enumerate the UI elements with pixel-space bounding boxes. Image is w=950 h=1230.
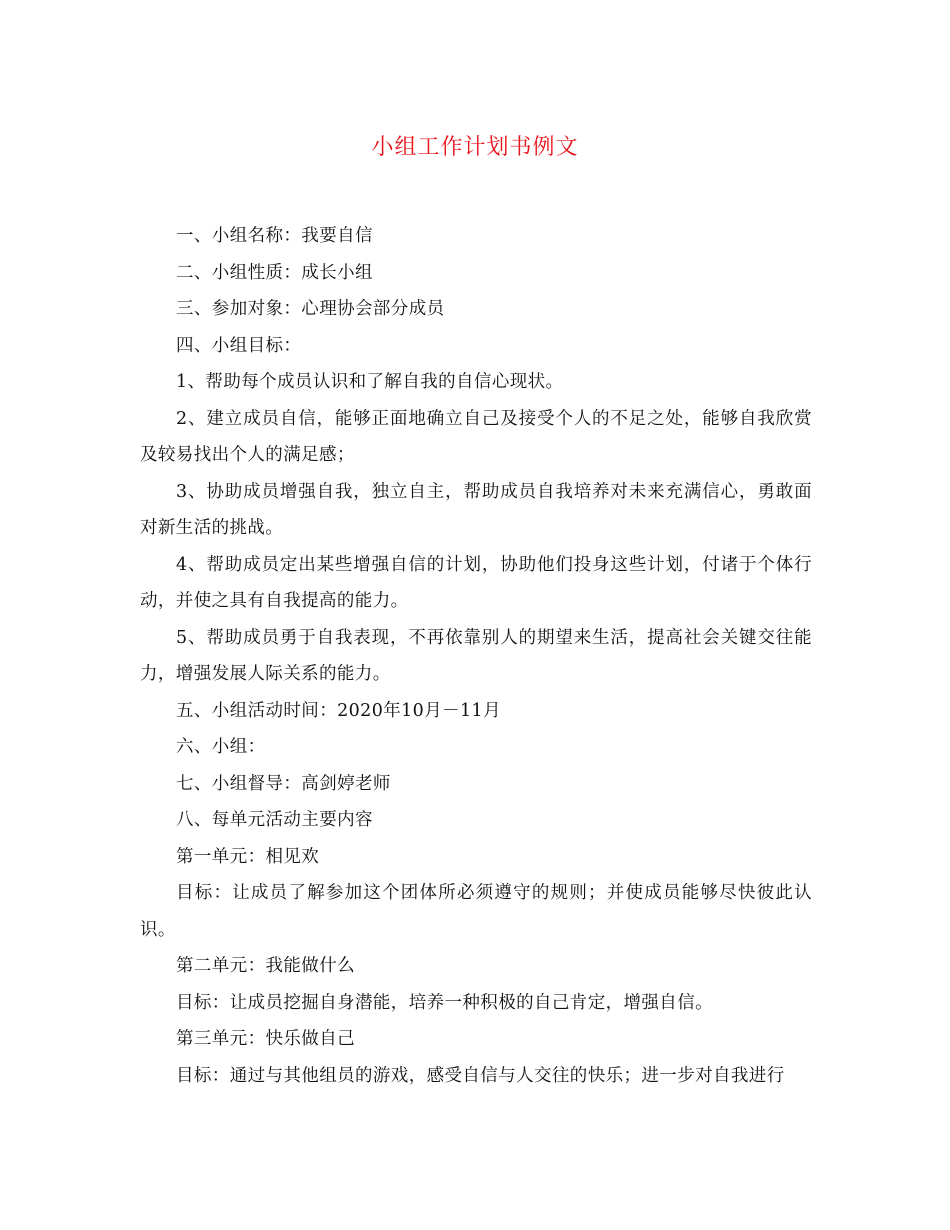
paragraph-goal-3: 3、协助成员增强自我，独立自主，帮助成员自我培养对未来充满信心，勇敢面对新生活的挑战。 [140,481,812,538]
paragraph-activity-time: 五、小组活动时间：2020年10月－11月 [176,700,501,721]
paragraph-unit-3: 第三单元：快乐做自己 [176,1029,355,1049]
paragraph-supervisor: 七、小组督导：高剑婷老师 [176,773,391,794]
paragraph-unit-1: 第一单元：相见欢 [176,846,320,867]
paragraph-group-name: 一、小组名称：我要自信 [176,226,373,246]
paragraph-unit-2: 第二单元：我能做什么 [176,956,355,976]
paragraph-goal-4: 4、帮助成员定出某些增强自信的计划，协助他们投身这些计划，付诸于个体行动，并使之具有自我提高的能力。 [140,554,812,611]
paragraph-goals-heading: 四、小组目标： [176,335,302,356]
paragraph-unit-2-goal: 目标：让成员挖掘自身潜能，培养一种积极的自己肯定，增强自信。 [176,992,713,1013]
paragraph-participants: 三、参加对象：心理协会部分成员 [176,299,445,319]
paragraph-units-heading: 八、每单元活动主要内容 [176,810,373,830]
paragraph-group-nature: 二、小组性质：成长小组 [176,262,373,283]
paragraph-unit-3-goal: 目标：通过与其他组员的游戏，感受自信与人交往的快乐；进一步对自我进行 [176,1065,785,1086]
paragraph-unit-1-goal: 目标：让成员了解参加这个团体所必须遵守的规则；并使成员能够尽快彼此认识。 [140,883,812,940]
paragraph-goal-5: 5、帮助成员勇于自我表现，不再依靠别人的期望来生活，提高社会关键交往能力，增强发展人际关系的能力。 [140,627,812,684]
paragraph-goal-1: 1、帮助每个成员认识和了解自我的自信心现状。 [176,372,564,392]
document-body [140,218,812,1094]
paragraph-group: 六、小组： [176,737,266,757]
document-title: 小组工作计划书例文 [371,135,579,160]
paragraph-goal-2: 2、建立成员自信，能够正面地确立自己及接受个人的不足之处，能够自我欣赏及较易找出个人的满足感； [140,408,812,465]
